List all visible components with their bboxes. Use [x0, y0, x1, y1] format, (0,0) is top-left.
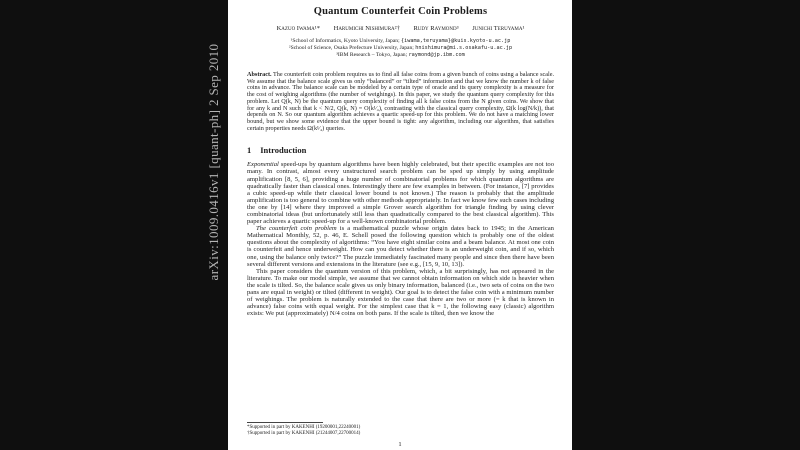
author-name: Kazuo Iwama¹* — [276, 25, 320, 32]
affiliation-line — [247, 38, 554, 45]
affiliation-email: hnishimura@mi.s.osakafu-u.ac.jp — [415, 45, 513, 51]
affiliation-list — [247, 38, 554, 59]
author-list — [247, 25, 554, 32]
footnote: *Supported in part by KAKENHI (19200001,22240001) — [247, 424, 361, 430]
affiliation-email: raymond@jp.ibm.com — [408, 52, 465, 58]
author-name: Junichi Teruyama¹ — [472, 25, 525, 32]
arxiv-watermark: arXiv:1009.0416v1 [quant-ph] 2 Sep 2010 — [206, 43, 221, 281]
section-title: Introduction — [260, 145, 307, 156]
abstract-label: Abstract. — [247, 71, 272, 78]
footnote: †Supported in part by KAKENHI (21244007,22700014) — [247, 430, 361, 436]
paragraph-lead: The counterfeit coin problem — [256, 225, 337, 233]
author-name: Rudy Raymond³ — [413, 25, 459, 32]
affiliation-email: {iwama,teruyama}@kuis.kyoto-u.ac.jp — [401, 38, 511, 44]
footnote-area — [247, 419, 554, 437]
paragraph — [247, 161, 554, 225]
paragraph — [247, 268, 554, 318]
footnote-rule — [247, 422, 323, 423]
affiliation-text: ²School of Science, Osaka Prefecture University, Japan; — [288, 45, 416, 51]
author-name: Harumichi Nishimura²† — [333, 25, 400, 32]
affiliation-text: ³IBM Research – Tokyo, Japan; — [336, 52, 409, 58]
abstract — [247, 72, 554, 132]
affiliation-text: ¹School of Informatics, Kyoto University, Japan; — [290, 38, 402, 44]
affiliation-line — [247, 52, 554, 59]
paragraph-text: This paper considers the quantum version of this problem, which, a bit surprisingly, has not appeared in the literature. To make our model simple, we assume that we cannot obtain information on which side is heavier when the scale is tilted. So, the balance scale gives us only binary information, balanced (i.e., two sets of coins on the two pans are equal in weight) or tilted (different in weight). Our goal is to detect the false coin with a minimum number of weighings. The problem is naturally extended to the case that there are two or more (= k that is known in advance) false coins with equal weight. For the simplest case that k = 1, the following easy (classic) algorithm exists: We put (approximately) N/4 coins on both pans. If the scale is tilted, then we know the — [247, 267, 554, 318]
page-number: 1 — [398, 441, 402, 448]
paragraph-text: speed-ups by quantum algorithms have been highly celebrated, but their specific examples are not too many. In contrast, almost every unstructured search problem can be sped up simply by using amplitude amplification [8, 5, 6], providing a huge number of combinatorial problems for which quantum algorithms are quadratically faster than classical ones. Interestingly there are few examples in between. (For instance, [7] provides a cubic speed-up while their classical lower bound is not known.) The reason is probably that the amplitude amplification is too general to combine with other methods appropriately. In fact we know few such cases including the one by [14] where they improved a simple Grover search algorithm for triangle finding by using clever combinatorial ideas (but unfortunately still less than quadratically compared to the best classical algorithm). This paper achieves a quartic speed-up for a well-known combinatorial problem. — [247, 161, 554, 226]
paper-title: Quantum Counterfeit Coin Problems — [313, 6, 488, 17]
abstract-text: The counterfeit coin problem requires us to find all false coins from a given bunch of coins using a balance scale. We assume that the balance scale gives us only “balanced” or “tilted” information and that we know the number k of false coins in advance. The balance scale can be modeled by a certain type of oracle and its query complexity is a measure for the cost of weighing algorithms (the number of weighings). In this paper, we study the quantum query complexity for this problem. Let Q(k, N) be the quantum query complexity of finding all k false coins from the N given coins. We show that for any k and N such that k < N/2, Q(k, N) = O(k¹⁄₄), contrasting with the classical query complexity, Ω(k log(N/k)), that depends on N. So our quantum algorithm achieves a quartic speed-up for this problem. We do not have a matching lower bound, but we show some evidence that the upper bound is tight: any algorithm, including our algorithm, that satisfies certain properties needs Ω(k¹⁄₄) queries. — [247, 71, 554, 132]
paragraph — [247, 225, 554, 268]
paper-page — [228, 0, 572, 450]
section-number: 1 — [247, 145, 252, 156]
paragraph-text: is a mathematical puzzle whose origin dates back to 1945; in the American Mathematical Monthly, 52, p. 46, E. Schell posed the following question which is probably one of the oldest questions about the complexity of algorithms: “You have eight similar coins and a beam balance. At most one coin is counterfeit and hence underweight. How can you detect whether there is an underweight coin, and if so, which one, using the balance only twice?” The puzzle immediately fascinated many people and since then there have been several different versions and extensions in the literature (see e.g., [15, 9, 10, 13]). — [247, 225, 554, 268]
section-heading-introduction — [247, 145, 554, 155]
affiliation-line — [247, 45, 554, 52]
paragraph-lead: Exponential — [247, 161, 279, 169]
